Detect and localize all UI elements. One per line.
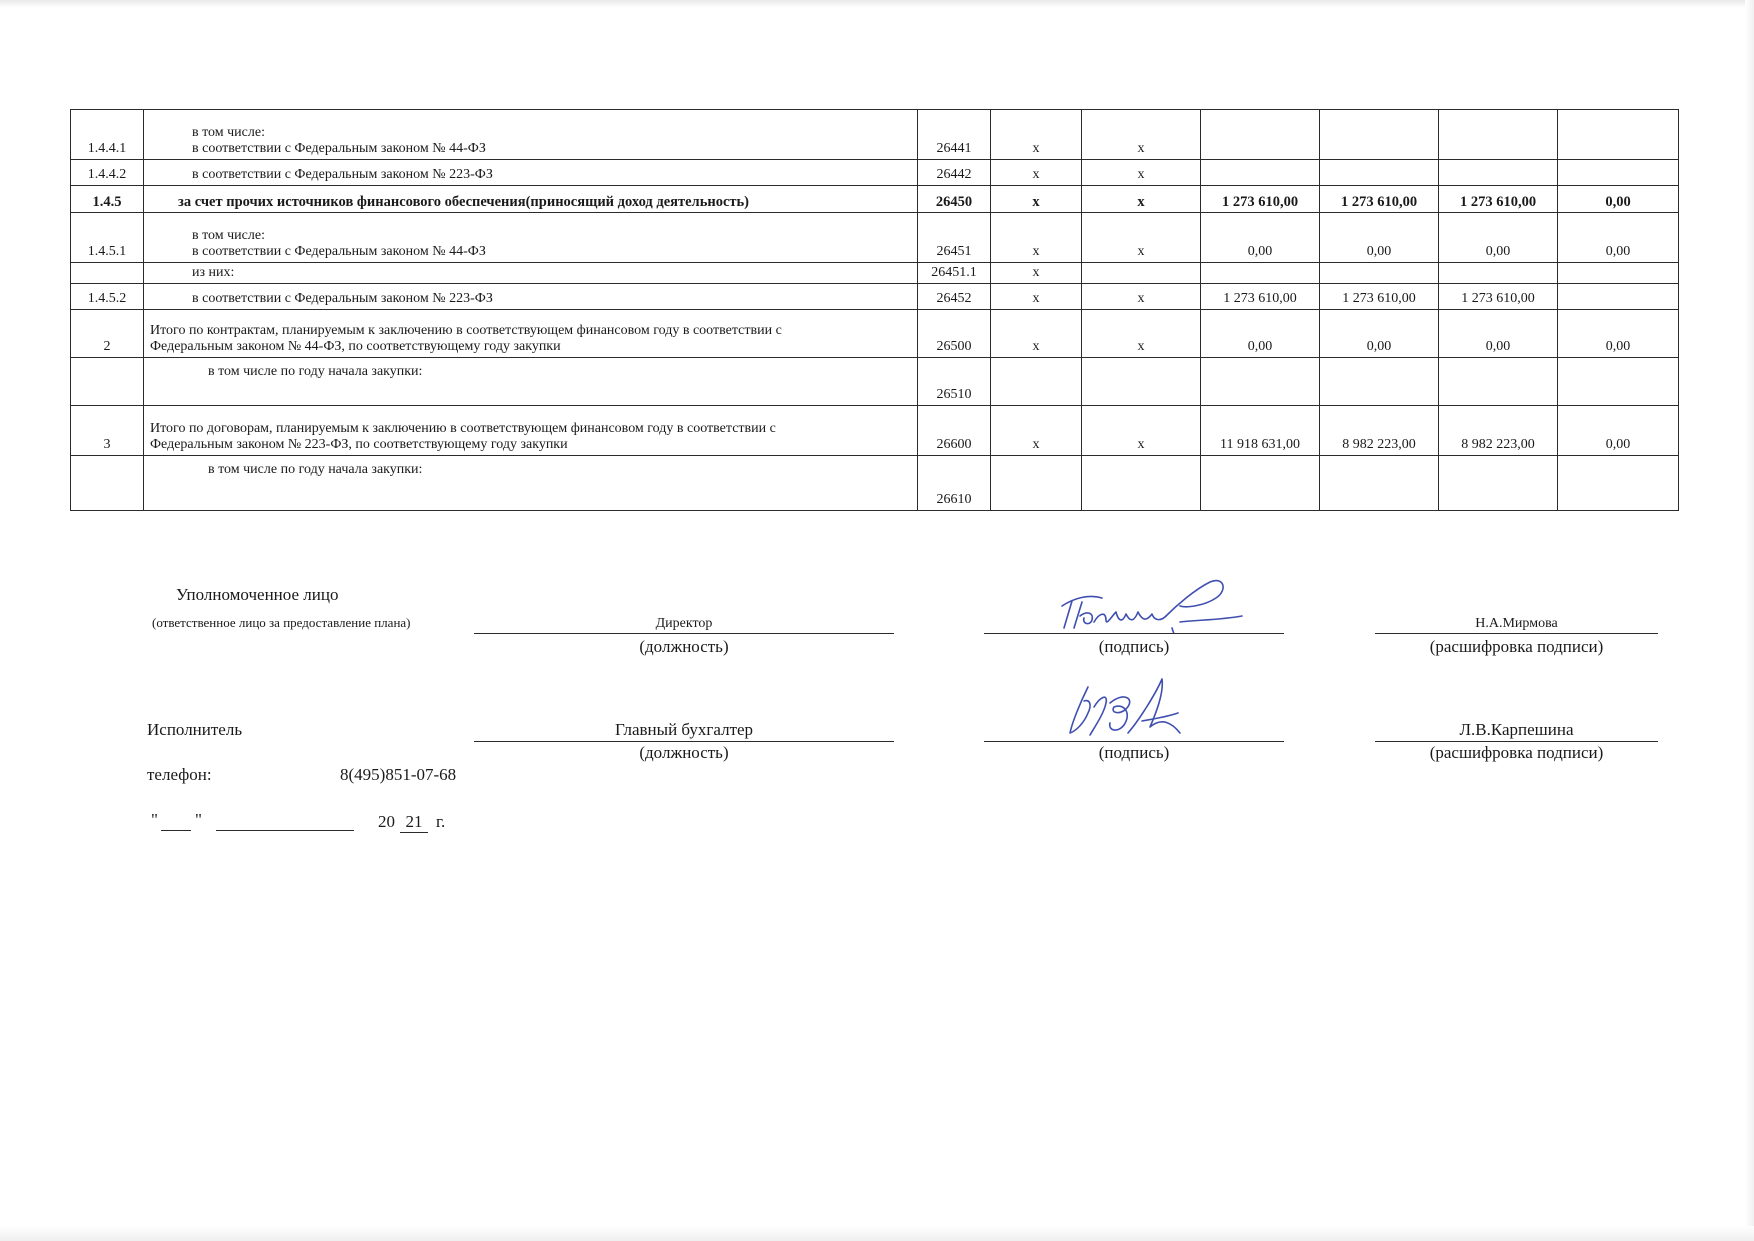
row-id-cell: x [1082,160,1201,186]
row-value-cell [1201,160,1320,186]
row-year-cell: x [991,186,1082,213]
row-name-cell [144,186,918,213]
row-value-cell: 0,00 [1558,310,1679,358]
date-quote-close: " [195,810,202,829]
phone-value: 8(495)851-07-68 [340,765,457,784]
row-value-cell [1558,160,1679,186]
row-value-cell: 0,00 [1558,186,1679,213]
row-value-cell [1439,456,1558,511]
row-name-line: в том числе по году начала закупки: [208,462,423,477]
row-name-cell [144,358,918,406]
row-id-cell: x [1082,110,1201,160]
row-name-line: в соответствии с Федеральным законом № 44-ФЗ [192,141,486,156]
row-value-cell [1558,263,1679,284]
row-code-cell: 1.4.5 [71,186,144,213]
table-row [71,213,1679,263]
authorized-name-caption: (расшифровка подписи) [1429,637,1604,656]
phone-label: телефон: [147,765,212,784]
scan-edge-bottom [0,1226,1754,1241]
executor-name-field: Л.В.Карпешина [1375,719,1658,742]
date-quote-open: " [151,810,158,829]
row-year-cell: x [991,160,1082,186]
executor-signature-image [984,673,1284,741]
row-year-cell: x [991,213,1082,263]
row-name-line: в соответствии с Федеральным законом № 223-ФЗ [192,167,493,182]
row-value-cell: 0,00 [1320,310,1439,358]
table-row [71,406,1679,456]
row-id-cell: x [1082,213,1201,263]
row-code-cell [71,263,144,284]
row-value-cell: 1 273 610,00 [1439,284,1558,310]
table-row [71,310,1679,358]
row-value-cell: 1 273 610,00 [1320,284,1439,310]
row-code-cell: 2 [71,310,144,358]
row-line-code-cell: 26451.1 [918,263,991,284]
row-value-cell: 0,00 [1439,213,1558,263]
row-year-cell [991,456,1082,511]
row-value-cell [1320,358,1439,406]
procurement-table [70,109,1679,511]
table-row [71,456,1679,511]
row-line-code-cell: 26441 [918,110,991,160]
row-year-cell: x [991,110,1082,160]
authorized-person-subtitle: (ответственное лицо за предоставление плана) [152,615,411,630]
row-line-code-cell: 26451 [918,213,991,263]
row-id-cell [1082,358,1201,406]
executor-signature-field [984,673,1284,742]
row-code-cell: 1.4.4.1 [71,110,144,160]
row-value-cell: 0,00 [1201,213,1320,263]
executor-position-field: Главный бухгалтер [474,719,894,742]
executor-signature-caption: (подпись) [1098,743,1170,762]
authorized-signature-field [984,576,1284,634]
row-value-cell [1439,358,1558,406]
authorized-signature-caption: (подпись) [1098,637,1170,656]
row-id-cell: x [1082,310,1201,358]
table-row [71,186,1679,213]
row-value-cell [1558,456,1679,511]
row-name-line: в том числе: [192,228,265,243]
row-value-cell [1320,456,1439,511]
row-code-cell: 1.4.5.2 [71,284,144,310]
row-value-cell: 8 982 223,00 [1320,406,1439,456]
row-name-line: Итого по договорам, планируемым к заключению в соответствующем финансовом году в соответствии с [150,421,776,436]
row-value-cell [1320,110,1439,160]
row-value-cell: 0,00 [1320,213,1439,263]
row-year-cell: x [991,406,1082,456]
row-code-cell: 1.4.5.1 [71,213,144,263]
authorized-signature-image [984,576,1284,633]
date-day-blank [161,830,191,831]
row-name-line: в том числе: [192,125,265,140]
row-value-cell: 1 273 610,00 [1201,284,1320,310]
row-line-code-cell: 26442 [918,160,991,186]
row-value-cell [1558,358,1679,406]
row-line-code-cell: 26500 [918,310,991,358]
table-row [71,358,1679,406]
table-row [71,263,1679,284]
row-name-line: из них: [192,265,235,280]
row-value-cell: 1 273 610,00 [1201,186,1320,213]
row-value-cell: 1 273 610,00 [1439,186,1558,213]
row-value-cell [1320,160,1439,186]
row-line-code-cell: 26452 [918,284,991,310]
authorized-person-title: Уполномоченное лицо [176,585,339,604]
executor-position-caption: (должность) [639,743,729,762]
row-id-cell: x [1082,284,1201,310]
row-value-cell [1439,110,1558,160]
row-line-code-cell: 26600 [918,406,991,456]
row-value-cell [1558,110,1679,160]
row-name-line: за счет прочих источников финансового обеспечения(приносящий доход деятельность) [178,194,750,210]
row-name-cell [144,406,918,456]
row-year-cell: x [991,284,1082,310]
row-year-cell: x [991,310,1082,358]
row-value-cell [1439,160,1558,186]
row-line-code-cell: 26510 [918,358,991,406]
row-value-cell [1201,358,1320,406]
table-row [71,160,1679,186]
row-line-code-cell: 26450 [918,186,991,213]
table-row [71,284,1679,310]
authorized-position-field: Директор [474,614,894,634]
row-name-cell [144,284,918,310]
row-name-line: Итого по контрактам, планируемым к заключению в соответствующем финансовом году в соответствии с [150,323,782,338]
row-id-cell: x [1082,186,1201,213]
row-value-cell [1439,263,1558,284]
executor-title: Исполнитель [147,720,243,739]
scan-edge-top [0,0,1754,8]
row-id-cell: x [1082,406,1201,456]
row-name-cell [144,160,918,186]
row-code-cell [71,456,144,511]
row-value-cell [1201,263,1320,284]
row-value-cell: 11 918 631,00 [1201,406,1320,456]
row-code-cell [71,358,144,406]
row-name-line: Федеральным законом № 44-ФЗ, по соответствующему году закупки [150,339,561,354]
row-value-cell: 0,00 [1201,310,1320,358]
row-name-cell [144,263,918,284]
date-year-prefix: 20 [378,812,395,831]
row-value-cell [1320,263,1439,284]
executor-name-caption: (расшифровка подписи) [1429,743,1604,762]
row-year-cell [991,358,1082,406]
row-name-cell [144,310,918,358]
date-year-unit: г. [436,812,446,831]
authorized-name-field: Н.А.Мирмова [1375,614,1658,634]
row-value-cell: 8 982 223,00 [1439,406,1558,456]
row-name-cell [144,110,918,160]
row-value-cell: 0,00 [1439,310,1558,358]
row-value-cell [1201,110,1320,160]
table-row [71,110,1679,160]
date-year-suffix: 21 [400,812,428,833]
row-name-line: в соответствии с Федеральным законом № 223-ФЗ [192,291,493,306]
row-name-line: Федеральным законом № 223-ФЗ, по соответствующему году закупки [150,437,568,452]
row-name-cell [144,213,918,263]
row-value-cell: 0,00 [1558,213,1679,263]
authorized-position-caption: (должность) [639,637,729,656]
row-value-cell [1558,284,1679,310]
row-value-cell: 0,00 [1558,406,1679,456]
row-value-cell: 1 273 610,00 [1320,186,1439,213]
row-name-line: в соответствии с Федеральным законом № 44-ФЗ [192,244,486,259]
row-id-cell [1082,263,1201,284]
date-month-blank [216,830,354,831]
row-year-cell: x [991,263,1082,284]
row-name-line: в том числе по году начала закупки: [208,364,423,379]
scan-edge-right [1745,0,1754,1241]
row-line-code-cell: 26610 [918,456,991,511]
row-code-cell: 1.4.4.2 [71,160,144,186]
row-name-cell [144,456,918,511]
row-code-cell: 3 [71,406,144,456]
row-id-cell [1082,456,1201,511]
row-value-cell [1201,456,1320,511]
